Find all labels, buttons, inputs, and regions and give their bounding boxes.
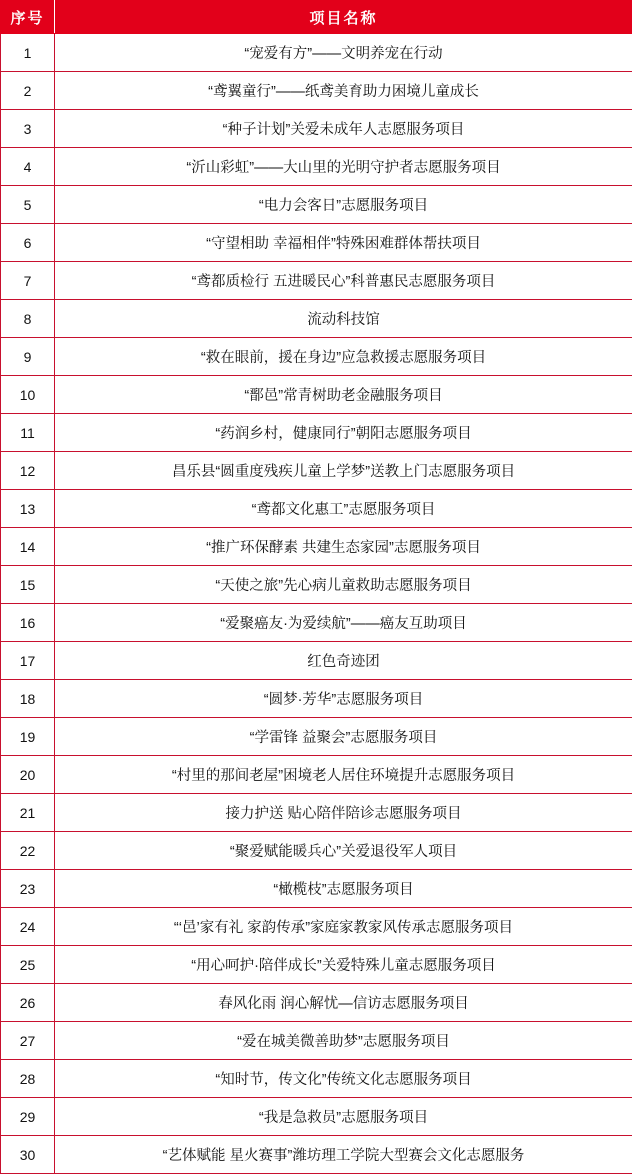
row-index-cell: 13 <box>1 490 55 528</box>
row-project-name-cell: “天使之旅”先心病儿童救助志愿服务项目 <box>55 566 632 604</box>
row-index-cell: 14 <box>1 528 55 566</box>
row-index-cell: 27 <box>1 1022 55 1060</box>
row-project-name-cell: “鸢都质检行 五进暖民心”科普惠民志愿服务项目 <box>55 262 632 300</box>
row-project-name-cell: “用心呵护·陪伴成长”关爱特殊儿童志愿服务项目 <box>55 946 632 984</box>
table-row <box>1 908 632 946</box>
table-row <box>1 642 632 680</box>
table-row <box>1 566 632 604</box>
row-index-cell: 9 <box>1 338 55 376</box>
row-project-name-cell: “救在眼前，援在身边”应急救援志愿服务项目 <box>55 338 632 376</box>
row-project-name-cell: “橄榄枝”志愿服务项目 <box>55 870 632 908</box>
row-project-name-cell: “爱在城美微善助梦”志愿服务项目 <box>55 1022 632 1060</box>
table-row <box>1 1022 632 1060</box>
row-index-cell: 25 <box>1 946 55 984</box>
row-project-name-cell: “鸢翼童行”——纸鸢美育助力困境儿童成长 <box>55 72 632 110</box>
table-row <box>1 414 632 452</box>
row-index-cell: 21 <box>1 794 55 832</box>
table-row <box>1 34 632 72</box>
row-index-cell: 29 <box>1 1098 55 1136</box>
row-index-cell: 16 <box>1 604 55 642</box>
row-index-cell: 7 <box>1 262 55 300</box>
row-project-name-cell: “药润乡村，健康同行”朝阳志愿服务项目 <box>55 414 632 452</box>
row-project-name-cell: “学雷锋 益聚会”志愿服务项目 <box>55 718 632 756</box>
row-index-cell: 26 <box>1 984 55 1022</box>
row-index-cell: 28 <box>1 1060 55 1098</box>
row-project-name-cell: 流动科技馆 <box>55 300 632 338</box>
table-row <box>1 1098 632 1136</box>
table-row <box>1 718 632 756</box>
row-project-name-cell: “知时节，传文化”传统文化志愿服务项目 <box>55 1060 632 1098</box>
table-row <box>1 490 632 528</box>
row-project-name-cell: “宠爱有方”——文明养宠在行动 <box>55 34 632 72</box>
row-project-name-cell: “守望相助 幸福相伴”特殊困难群体帮扶项目 <box>55 224 632 262</box>
row-index-cell: 20 <box>1 756 55 794</box>
row-project-name-cell: “电力会客日”志愿服务项目 <box>55 186 632 224</box>
table-header <box>1 1 632 34</box>
row-project-name-cell: “‘邑’家有礼 家韵传承”家庭家教家风传承志愿服务项目 <box>55 908 632 946</box>
row-index-cell: 12 <box>1 452 55 490</box>
row-project-name-cell: “推广环保酵素 共建生态家园”志愿服务项目 <box>55 528 632 566</box>
row-index-cell: 3 <box>1 110 55 148</box>
row-project-name-cell: “种子计划”关爱未成年人志愿服务项目 <box>55 110 632 148</box>
row-project-name-cell: 红色奇迹团 <box>55 642 632 680</box>
row-index-cell: 10 <box>1 376 55 414</box>
row-index-cell: 22 <box>1 832 55 870</box>
row-project-name-cell: “聚爱赋能暖兵心”关爱退役军人项目 <box>55 832 632 870</box>
table-row <box>1 984 632 1022</box>
table-header-row <box>1 1 632 34</box>
row-project-name-cell: 春风化雨 润心解忧—信访志愿服务项目 <box>55 984 632 1022</box>
table-row <box>1 300 632 338</box>
row-index-cell: 1 <box>1 34 55 72</box>
row-index-cell: 19 <box>1 718 55 756</box>
row-project-name-cell: “圆梦·芳华”志愿服务项目 <box>55 680 632 718</box>
row-index-cell: 17 <box>1 642 55 680</box>
row-index-cell: 6 <box>1 224 55 262</box>
row-project-name-cell: “沂山彩虹”——大山里的光明守护者志愿服务项目 <box>55 148 632 186</box>
row-project-name-cell: “鸢都文化惠工”志愿服务项目 <box>55 490 632 528</box>
column-header-index: 序号 <box>1 1 55 34</box>
row-index-cell: 30 <box>1 1136 55 1174</box>
row-project-name-cell: “艺体赋能 星火赛事”潍坊理工学院大型赛会文化志愿服务 <box>55 1136 632 1174</box>
row-project-name-cell: 接力护送 贴心陪伴陪诊志愿服务项目 <box>55 794 632 832</box>
table-row <box>1 186 632 224</box>
table-row <box>1 680 632 718</box>
row-index-cell: 4 <box>1 148 55 186</box>
table-row <box>1 604 632 642</box>
table-row <box>1 832 632 870</box>
table-row <box>1 794 632 832</box>
table-row <box>1 1136 632 1174</box>
row-project-name-cell: 昌乐县“圆重度残疾儿童上学梦”送教上门志愿服务项目 <box>55 452 632 490</box>
table-row <box>1 528 632 566</box>
table-row <box>1 870 632 908</box>
table-row <box>1 72 632 110</box>
table-row <box>1 148 632 186</box>
column-header-name: 项目名称 <box>55 1 632 34</box>
table-body <box>1 34 632 1174</box>
row-index-cell: 24 <box>1 908 55 946</box>
table-row <box>1 110 632 148</box>
row-project-name-cell: “村里的那间老屋”困境老人居住环境提升志愿服务项目 <box>55 756 632 794</box>
row-index-cell: 11 <box>1 414 55 452</box>
row-index-cell: 23 <box>1 870 55 908</box>
table-row <box>1 1060 632 1098</box>
row-project-name-cell: “爱聚癌友·为爱续航”——癌友互助项目 <box>55 604 632 642</box>
row-project-name-cell: “我是急救员”志愿服务项目 <box>55 1098 632 1136</box>
row-index-cell: 18 <box>1 680 55 718</box>
table-row <box>1 946 632 984</box>
table-row <box>1 756 632 794</box>
row-project-name-cell: “鄑邑”常青树助老金融服务项目 <box>55 376 632 414</box>
table-row <box>1 452 632 490</box>
row-index-cell: 5 <box>1 186 55 224</box>
row-index-cell: 15 <box>1 566 55 604</box>
table-row <box>1 338 632 376</box>
row-index-cell: 2 <box>1 72 55 110</box>
table-row <box>1 224 632 262</box>
row-index-cell: 8 <box>1 300 55 338</box>
table-row <box>1 262 632 300</box>
table-row <box>1 376 632 414</box>
